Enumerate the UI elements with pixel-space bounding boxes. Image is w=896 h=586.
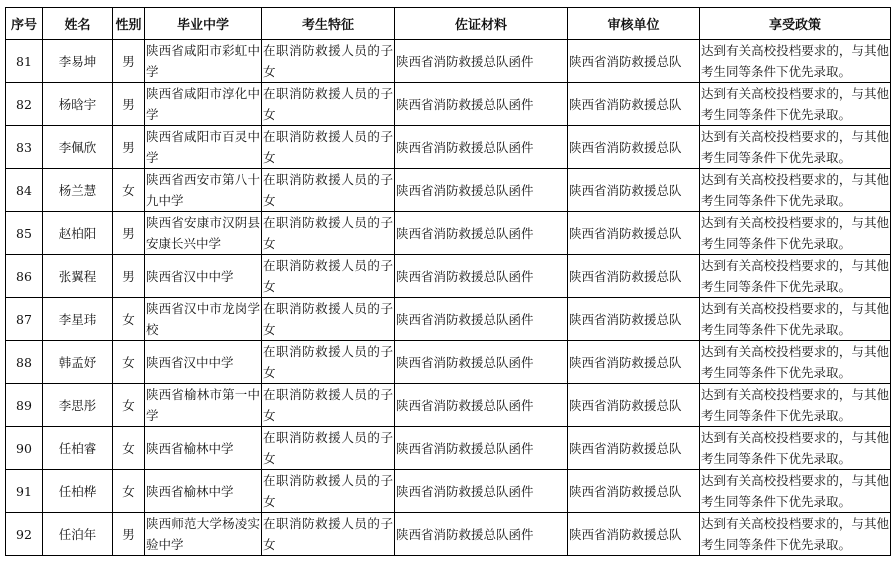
cell-material: 陕西省消防救援总队函件 — [395, 298, 568, 341]
cell-unit: 陕西省消防救援总队 — [568, 83, 700, 126]
cell-feature: 在职消防救援人员的子女 — [262, 126, 395, 169]
cell-unit: 陕西省消防救援总队 — [568, 513, 700, 556]
policy-table — [5, 7, 891, 556]
cell-gender: 男 — [113, 255, 145, 298]
cell-unit: 陕西省消防救援总队 — [568, 212, 700, 255]
cell-school: 陕西省榆林中学 — [145, 470, 262, 513]
cell-feature: 在职消防救援人员的子女 — [262, 83, 395, 126]
cell-name: 任泊年 — [43, 513, 113, 556]
header-no: 序号 — [6, 8, 43, 40]
cell-school: 陕西省安康市汉阴县安康长兴中学 — [145, 212, 262, 255]
cell-policy: 达到有关高校投档要求的，与其他考生同等条件下优先录取。 — [700, 255, 891, 298]
cell-no: 91 — [6, 470, 43, 513]
cell-gender: 男 — [113, 126, 145, 169]
cell-material: 陕西省消防救援总队函件 — [395, 40, 568, 83]
header-policy: 享受政策 — [700, 8, 891, 40]
cell-no: 87 — [6, 298, 43, 341]
table-row — [6, 83, 891, 126]
cell-name: 韩孟妤 — [43, 341, 113, 384]
table-row — [6, 298, 891, 341]
cell-gender: 女 — [113, 384, 145, 427]
cell-policy: 达到有关高校投档要求的，与其他考生同等条件下优先录取。 — [700, 298, 891, 341]
cell-gender: 男 — [113, 212, 145, 255]
cell-name: 李星玮 — [43, 298, 113, 341]
cell-feature: 在职消防救援人员的子女 — [262, 341, 395, 384]
cell-unit: 陕西省消防救援总队 — [568, 427, 700, 470]
cell-policy: 达到有关高校投档要求的，与其他考生同等条件下优先录取。 — [700, 83, 891, 126]
cell-school: 陕西省咸阳市淳化中学 — [145, 83, 262, 126]
cell-gender: 男 — [113, 83, 145, 126]
table-row — [6, 169, 891, 212]
cell-unit: 陕西省消防救援总队 — [568, 169, 700, 212]
table-row — [6, 255, 891, 298]
cell-policy: 达到有关高校投档要求的，与其他考生同等条件下优先录取。 — [700, 513, 891, 556]
cell-no: 92 — [6, 513, 43, 556]
cell-unit: 陕西省消防救援总队 — [568, 126, 700, 169]
cell-feature: 在职消防救援人员的子女 — [262, 384, 395, 427]
cell-no: 81 — [6, 40, 43, 83]
cell-material: 陕西省消防救援总队函件 — [395, 513, 568, 556]
cell-name: 任柏睿 — [43, 427, 113, 470]
cell-feature: 在职消防救援人员的子女 — [262, 40, 395, 83]
cell-policy: 达到有关高校投档要求的，与其他考生同等条件下优先录取。 — [700, 384, 891, 427]
header-row — [6, 8, 891, 40]
cell-feature: 在职消防救援人员的子女 — [262, 169, 395, 212]
cell-feature: 在职消防救援人员的子女 — [262, 427, 395, 470]
cell-unit: 陕西省消防救援总队 — [568, 40, 700, 83]
cell-gender: 男 — [113, 40, 145, 83]
cell-unit: 陕西省消防救援总队 — [568, 341, 700, 384]
cell-name: 任柏桦 — [43, 470, 113, 513]
table-row — [6, 427, 891, 470]
cell-no: 89 — [6, 384, 43, 427]
header-name: 姓名 — [43, 8, 113, 40]
cell-school: 陕西省西安市第八十九中学 — [145, 169, 262, 212]
cell-name: 李思彤 — [43, 384, 113, 427]
table-row — [6, 126, 891, 169]
cell-policy: 达到有关高校投档要求的，与其他考生同等条件下优先录取。 — [700, 427, 891, 470]
cell-feature: 在职消防救援人员的子女 — [262, 255, 395, 298]
cell-name: 张翼程 — [43, 255, 113, 298]
cell-policy: 达到有关高校投档要求的，与其他考生同等条件下优先录取。 — [700, 126, 891, 169]
cell-name: 李佩欣 — [43, 126, 113, 169]
cell-material: 陕西省消防救援总队函件 — [395, 427, 568, 470]
cell-name: 李易坤 — [43, 40, 113, 83]
cell-policy: 达到有关高校投档要求的，与其他考生同等条件下优先录取。 — [700, 40, 891, 83]
cell-policy: 达到有关高校投档要求的，与其他考生同等条件下优先录取。 — [700, 169, 891, 212]
cell-name: 杨兰慧 — [43, 169, 113, 212]
cell-no: 90 — [6, 427, 43, 470]
cell-no: 83 — [6, 126, 43, 169]
cell-material: 陕西省消防救援总队函件 — [395, 470, 568, 513]
cell-material: 陕西省消防救援总队函件 — [395, 341, 568, 384]
header-gender: 性别 — [113, 8, 145, 40]
table-row — [6, 470, 891, 513]
cell-material: 陕西省消防救援总队函件 — [395, 126, 568, 169]
cell-no: 85 — [6, 212, 43, 255]
cell-no: 88 — [6, 341, 43, 384]
cell-gender: 女 — [113, 427, 145, 470]
cell-material: 陕西省消防救援总队函件 — [395, 384, 568, 427]
cell-no: 82 — [6, 83, 43, 126]
cell-gender: 女 — [113, 169, 145, 212]
cell-school: 陕西省咸阳市彩虹中学 — [145, 40, 262, 83]
cell-gender: 女 — [113, 298, 145, 341]
cell-material: 陕西省消防救援总队函件 — [395, 255, 568, 298]
table-row — [6, 40, 891, 83]
table-row — [6, 212, 891, 255]
cell-name: 杨晗宇 — [43, 83, 113, 126]
cell-school: 陕西省汉中市龙岗学校 — [145, 298, 262, 341]
table-row — [6, 384, 891, 427]
cell-unit: 陕西省消防救援总队 — [568, 384, 700, 427]
header-feature: 考生特征 — [262, 8, 395, 40]
cell-policy: 达到有关高校投档要求的，与其他考生同等条件下优先录取。 — [700, 212, 891, 255]
cell-school: 陕西省咸阳市百灵中学 — [145, 126, 262, 169]
cell-school: 陕西省汉中中学 — [145, 341, 262, 384]
cell-gender: 女 — [113, 470, 145, 513]
cell-no: 84 — [6, 169, 43, 212]
header-material: 佐证材料 — [395, 8, 568, 40]
cell-policy: 达到有关高校投档要求的，与其他考生同等条件下优先录取。 — [700, 341, 891, 384]
cell-school: 陕西省榆林市第一中学 — [145, 384, 262, 427]
cell-feature: 在职消防救援人员的子女 — [262, 298, 395, 341]
cell-gender: 男 — [113, 513, 145, 556]
table-row — [6, 341, 891, 384]
cell-school: 陕西省汉中中学 — [145, 255, 262, 298]
table-row — [6, 513, 891, 556]
cell-gender: 女 — [113, 341, 145, 384]
cell-no: 86 — [6, 255, 43, 298]
cell-material: 陕西省消防救援总队函件 — [395, 212, 568, 255]
cell-policy: 达到有关高校投档要求的，与其他考生同等条件下优先录取。 — [700, 470, 891, 513]
cell-unit: 陕西省消防救援总队 — [568, 470, 700, 513]
header-unit: 审核单位 — [568, 8, 700, 40]
cell-name: 赵柏阳 — [43, 212, 113, 255]
cell-unit: 陕西省消防救援总队 — [568, 255, 700, 298]
cell-feature: 在职消防救援人员的子女 — [262, 470, 395, 513]
cell-school: 陕西师范大学杨凌实验中学 — [145, 513, 262, 556]
cell-feature: 在职消防救援人员的子女 — [262, 212, 395, 255]
cell-feature: 在职消防救援人员的子女 — [262, 513, 395, 556]
header-school: 毕业中学 — [145, 8, 262, 40]
cell-school: 陕西省榆林中学 — [145, 427, 262, 470]
cell-material: 陕西省消防救援总队函件 — [395, 83, 568, 126]
cell-material: 陕西省消防救援总队函件 — [395, 169, 568, 212]
cell-unit: 陕西省消防救援总队 — [568, 298, 700, 341]
